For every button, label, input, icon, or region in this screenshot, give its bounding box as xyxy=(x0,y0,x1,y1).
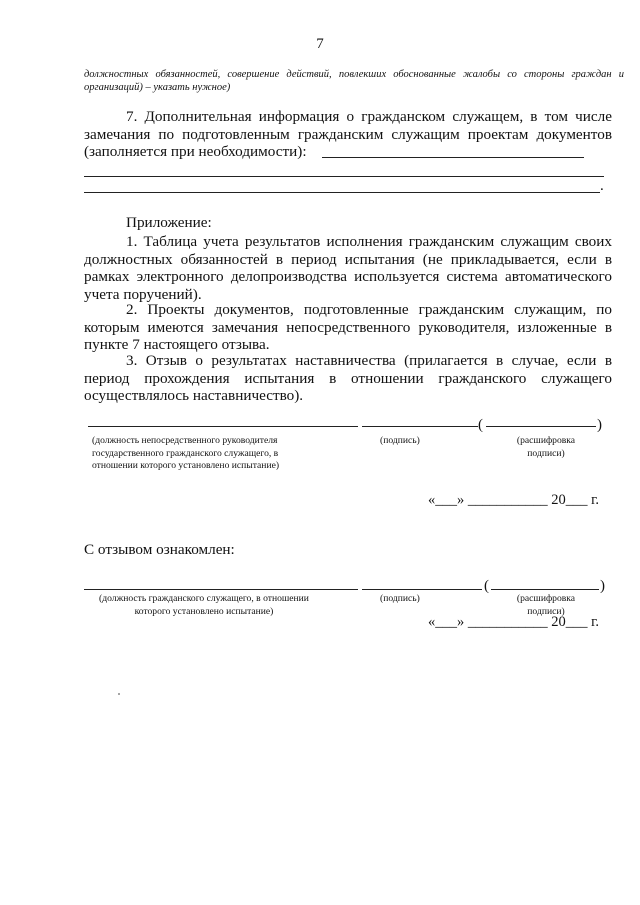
top-note: должностных обязанностей, совершение действий, повлекших обоснованные жалобы со стороны граждан и организаций) – указать нужное) xyxy=(84,69,624,93)
employee-decoding-paren-close: ) xyxy=(600,578,605,594)
section-7-text: 7. Дополнительная информация о гражданском служащем, в том числе замечания по подготовленным гражданским служащим проектам документов (заполняется при необходимости): xyxy=(84,108,612,161)
appendix-item-2: 2. Проекты документов, подготовленные гражданским служащим, по которым имеются замечания непосредственного руководителя, изложенные в пункте 7 настоящего отзыва. xyxy=(84,301,612,354)
appendix-title: Приложение: xyxy=(126,214,212,231)
appendix-item-3: 3. Отзыв о результатах наставничества (прилагается в случае, если в период прохождения испытания в отношении гражданского служащего осуществлялось наставничество). xyxy=(84,352,612,405)
manager-decoding-paren-open: ( xyxy=(478,417,483,433)
section-7-fill-line-3 xyxy=(84,192,600,193)
manager-position-line xyxy=(88,426,358,427)
manager-signature-caption: (подпись) xyxy=(380,435,420,446)
employee-position-line xyxy=(84,589,358,590)
manager-decoding-line xyxy=(486,426,596,427)
employee-position-caption: (должность гражданского служащего, в отношении которого установлено испытание) xyxy=(99,593,309,617)
scan-speck xyxy=(118,693,120,695)
section-7-end-dot: . xyxy=(600,178,604,194)
section-7-fill-line-1 xyxy=(322,157,584,158)
employee-decoding-caption: (расшифровка подписи) xyxy=(516,593,576,617)
acknowledgement-title: С отзывом ознакомлен: xyxy=(84,541,235,558)
appendix-item-1: 1. Таблица учета результатов исполнения гражданским служащим своих должностных обязанностей в период испытания (не прикладывается, если в рамках электронного делопроизводства используется система автоматического учета поручений). xyxy=(84,233,612,303)
employee-signature-caption: (подпись) xyxy=(380,593,420,604)
employee-decoding-line xyxy=(491,589,599,590)
manager-date-line: «___» ___________ 20___ г. xyxy=(428,492,600,508)
employee-signature-line xyxy=(362,589,482,590)
manager-signature-line xyxy=(362,426,478,427)
manager-decoding-paren-close: ) xyxy=(597,417,602,433)
page-number: 7 xyxy=(316,36,324,52)
employee-decoding-paren-open: ( xyxy=(484,578,489,594)
manager-position-caption: (должность непосредственного руководителя государственного гражданского служащего, в отношении которого установлено испытание) xyxy=(92,435,280,471)
section-7-fill-line-2 xyxy=(84,176,604,177)
manager-decoding-caption: (расшифровка подписи) xyxy=(516,435,576,459)
employee-date-line: «___» ___________ 20___ г. xyxy=(428,614,600,630)
